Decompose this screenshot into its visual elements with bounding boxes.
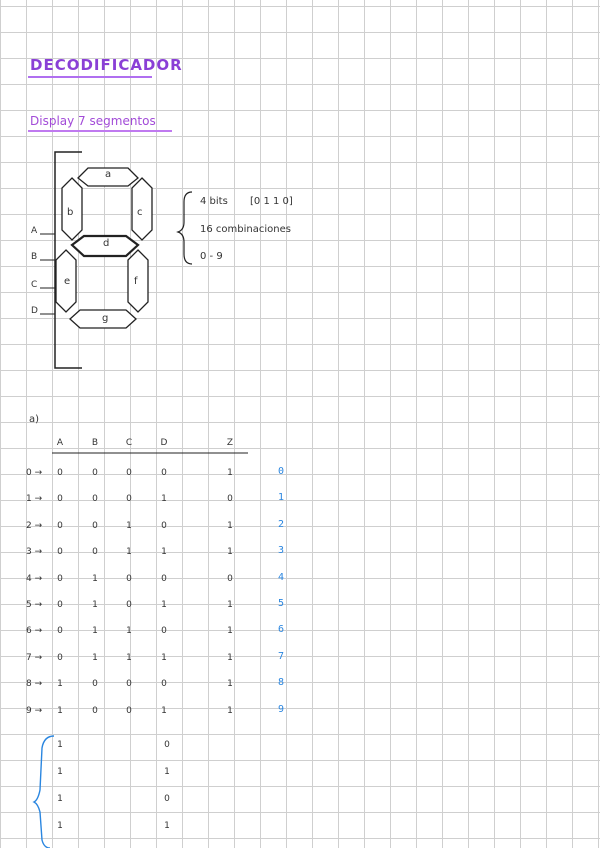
extra-row-a: 1	[57, 821, 63, 831]
table-cell: 1	[227, 468, 233, 478]
table-header-d: D	[160, 438, 168, 448]
display-digit: 4	[278, 571, 285, 583]
table-cell: 0	[227, 573, 233, 584]
table-cell: 0	[57, 600, 63, 610]
table-cell: 0	[57, 652, 63, 663]
notes-bits-label: 4 bits	[200, 196, 228, 207]
extra-row-d: 0	[164, 794, 170, 804]
table-cell: 1	[161, 652, 167, 663]
table-cell: 1	[227, 626, 233, 637]
table-cell: 1	[227, 705, 233, 716]
extra-row-d: 0	[164, 740, 170, 750]
table-cell: 1	[227, 600, 233, 610]
extra-row-d: 1	[164, 767, 170, 777]
table-header-b: B	[91, 438, 99, 448]
table-row-label: 1 →	[26, 494, 43, 505]
segment-label-e: e	[64, 276, 71, 287]
table-cell: 0	[161, 679, 167, 690]
table-cell: 1	[227, 652, 233, 663]
pin-label-a: A	[31, 226, 38, 236]
table-row-label: 5 →	[26, 600, 43, 610]
page-title: DECODIFICADOR	[30, 56, 183, 74]
notes-brace	[178, 192, 192, 264]
extra-row-d: 1	[164, 821, 170, 831]
table-row-label: 2 →	[26, 520, 43, 531]
display-digit: 9	[278, 703, 285, 715]
table-cell: 1	[92, 600, 98, 610]
table-cell: 1	[57, 679, 63, 690]
table-cell: 1	[227, 547, 233, 558]
table-cell: 0	[126, 573, 132, 584]
table-cell: 0	[126, 679, 132, 690]
display-digit: 1	[278, 492, 285, 504]
table-cell: 0	[126, 468, 132, 478]
segment-label-d: d	[103, 238, 110, 249]
table-cell: 1	[92, 652, 98, 663]
extra-row-a: 1	[57, 794, 63, 804]
display-digit: 5	[278, 598, 285, 609]
table-cell: 0	[227, 494, 233, 505]
table-cell: 0	[92, 547, 98, 558]
segment-label-f: f	[134, 276, 138, 287]
segment-label-g: g	[102, 313, 109, 324]
table-cell: 1	[126, 626, 132, 637]
segment-f	[128, 250, 148, 312]
table-cell: 0	[161, 468, 167, 478]
table-cell: 0	[126, 600, 132, 610]
table-cell: 0	[57, 573, 63, 584]
table-row-label: 7 →	[26, 652, 43, 663]
display-digit: 8	[278, 677, 285, 689]
pin-label-b: B	[31, 252, 38, 262]
table-row-label: 3 →	[26, 547, 43, 558]
table-cell: 0	[161, 573, 167, 584]
section-label: a)	[29, 414, 40, 425]
pin-label-c: C	[31, 280, 38, 290]
segment-label-a: a	[105, 169, 112, 180]
segment-label-b: b	[67, 207, 74, 218]
table-row-label: 4 →	[26, 573, 43, 584]
table-row-label: 8 →	[26, 679, 43, 690]
table-cell: 0	[92, 705, 98, 716]
table-cell: 0	[92, 679, 98, 690]
table-cell: 1	[126, 652, 132, 663]
section-subtitle: Display 7 segmentos	[30, 114, 156, 128]
table-cell: 1	[161, 705, 167, 716]
table-cell: 0	[57, 468, 63, 478]
table-cell: 1	[126, 547, 132, 558]
notes-combinaciones: 16 combinaciones	[200, 224, 291, 235]
table-header-z: Z	[226, 438, 234, 448]
extra-rows-brace	[34, 736, 54, 848]
table-cell: 0	[126, 494, 132, 505]
display-digit: 0	[278, 466, 285, 477]
extra-row-a: 1	[57, 740, 63, 750]
display-digit: 3	[278, 545, 285, 557]
table-row-label: 6 →	[26, 626, 43, 637]
table-cell: 1	[57, 705, 63, 716]
table-cell: 1	[227, 679, 233, 690]
table-cell: 0	[92, 520, 98, 531]
table-header-c: C	[125, 438, 133, 448]
pin-label-d: D	[31, 306, 38, 316]
table-header-a: A	[56, 438, 64, 448]
display-digit: 6	[278, 624, 285, 636]
notes-rango: 0 - 9	[200, 251, 223, 262]
display-digit: 7	[278, 650, 285, 662]
table-cell: 0	[57, 520, 63, 531]
segment-label-c: c	[137, 207, 143, 218]
table-cell: 0	[57, 547, 63, 558]
table-cell: 0	[92, 468, 98, 478]
table-cell: 1	[92, 626, 98, 637]
table-cell: 0	[126, 705, 132, 716]
table-cell: 0	[57, 626, 63, 637]
table-cell: 0	[161, 626, 167, 637]
table-cell: 0	[161, 520, 167, 531]
table-cell: 0	[57, 494, 63, 505]
table-cell: 0	[92, 494, 98, 505]
display-digit: 2	[278, 518, 285, 530]
table-row-label: 0 →	[26, 468, 43, 478]
table-cell: 1	[126, 520, 132, 531]
table-cell: 1	[92, 573, 98, 584]
notes-bits-value: [0 1 1 0]	[250, 196, 293, 207]
table-row-label: 9 →	[26, 705, 43, 716]
table-cell: 1	[161, 547, 167, 558]
table-cell: 1	[161, 600, 167, 610]
table-cell: 1	[161, 494, 167, 505]
table-cell: 1	[227, 520, 233, 531]
extra-row-a: 1	[57, 767, 63, 777]
